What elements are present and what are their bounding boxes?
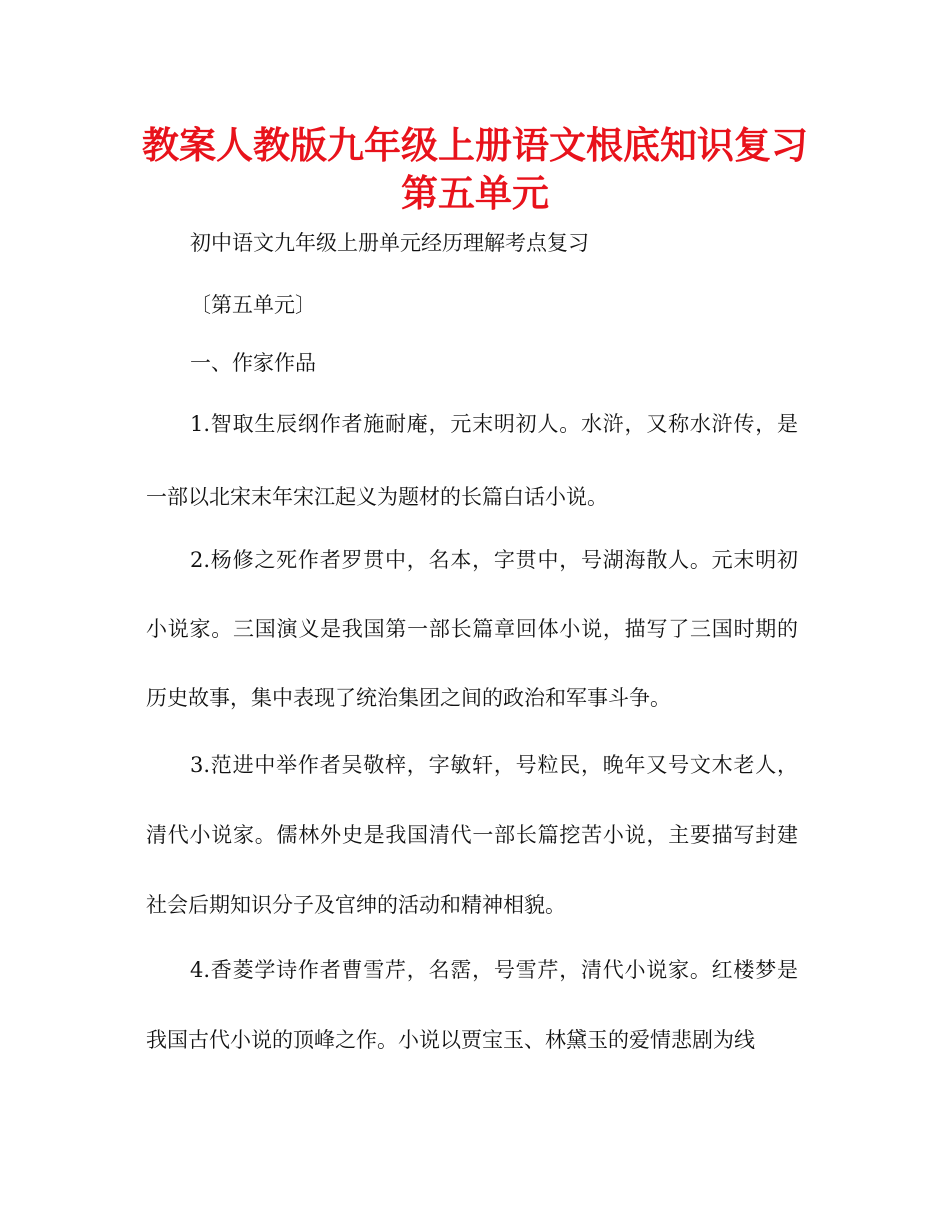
paragraph-line: 2.杨修之死作者罗贯中，名本，字贯中，号湖海散人。元末明初 (190, 548, 798, 572)
paragraph-line: 3.范进中举作者吴敬梓，字敏轩，号粒民，晚年又号文木老人， (190, 753, 798, 777)
paragraph-line: 我国古代小说的顶峰之作。小说以贾宝玉、林黛玉的爱情悲剧为线 (146, 1028, 755, 1052)
paragraph-line: 历史故事，集中表现了统治集团之间的政治和军事斗争。 (146, 686, 671, 710)
document-title-line-1: 教案人教版九年级上册语文根底知识复习 (142, 124, 808, 167)
paragraph-line: 小说家。三国演义是我国第一部长篇章回体小说，描写了三国时期的 (146, 617, 798, 641)
unit-label: 〔第五单元〕 (190, 293, 316, 317)
paragraph-line: 1.智取生辰纲作者施耐庵，元末明初人。水浒，又称水浒传，是 (190, 412, 798, 436)
section-heading: 一、作家作品 (190, 351, 316, 375)
subtitle-line: 初中语文九年级上册单元经历理解考点复习 (190, 231, 589, 255)
document-title-line-2: 第五单元 (401, 172, 549, 215)
paragraph-line: 清代小说家。儒林外史是我国清代一部长篇挖苦小说，主要描写封建 (146, 823, 798, 847)
paragraph-line: 一部以北宋末年宋江起义为题材的长篇白话小说。 (146, 485, 608, 509)
paragraph-line: 社会后期知识分子及官绅的活动和精神相貌。 (146, 893, 566, 917)
paragraph-line: 4.香菱学诗作者曹雪芹，名霑，号雪芹，清代小说家。红楼梦是 (190, 958, 798, 982)
